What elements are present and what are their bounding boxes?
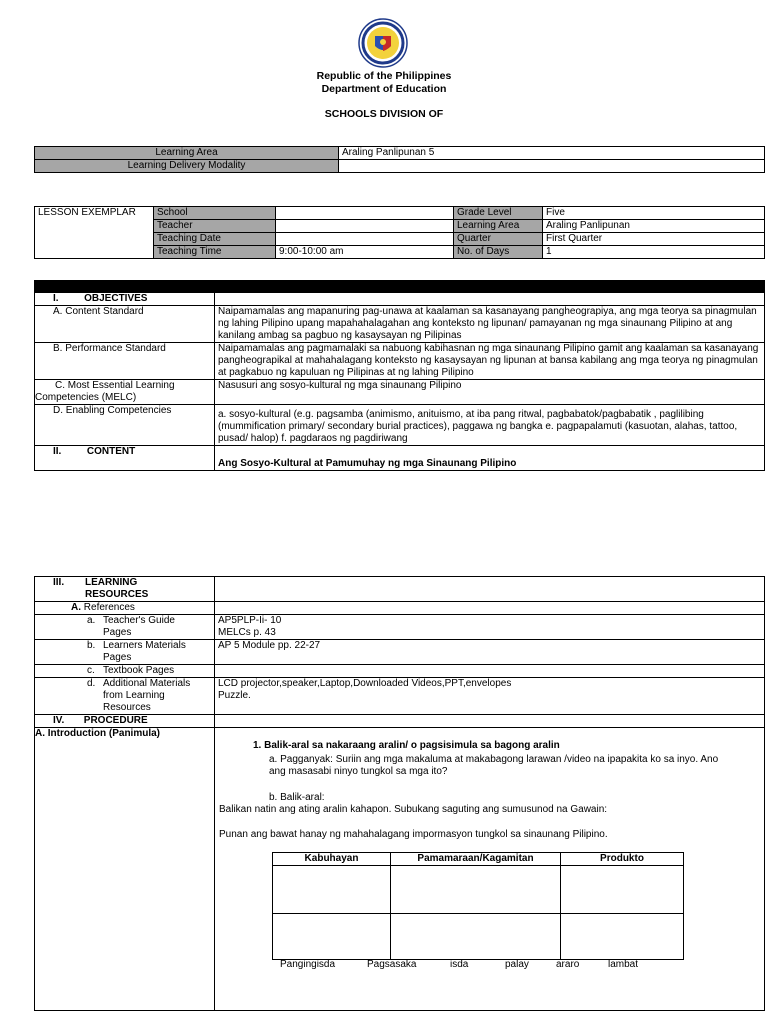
produkto-cell-2[interactable] xyxy=(561,914,684,960)
resources-table xyxy=(34,576,765,1011)
word-pangingisda: Pangingisda xyxy=(280,959,336,970)
no-of-days-value: 1 xyxy=(543,246,765,259)
lesson-info-table xyxy=(34,206,765,259)
textbook-pages-text: Textbook Pages xyxy=(103,665,175,676)
teachers-guide-letter: a. xyxy=(87,615,96,626)
content-num: II. xyxy=(53,446,62,457)
teachers-guide-value-line-1: AP5PLP-Ii- 10 xyxy=(218,615,282,626)
introduction-content xyxy=(215,728,765,1011)
word-pagsasaka: Pagsasaka xyxy=(367,959,417,970)
additional-materials-line-2: Puzzle. xyxy=(218,690,251,701)
modality-label: Learning Delivery Modality xyxy=(35,160,339,173)
item-1b-balik-aral: b. Balik-aral: xyxy=(269,792,325,803)
teacher-value xyxy=(276,220,454,233)
pamamaraan-cell-1[interactable] xyxy=(391,866,561,914)
content-standard-text: Naipamamalas ang mapanuring pag-unawa at kaalaman sa kasanayang pangheograpiya, ang mga teorya sa pinagmulan ng lahing Pilipino upang mapahahalagahan ang konteksto ng lipunan/ pamayanan ng mga sinaunang Pilipino at ang kanilang ambag sa pagbuo ng kasaysayan ng Pilipinas xyxy=(215,306,765,343)
deped-seal-logo xyxy=(358,18,408,68)
quarter-label: Quarter xyxy=(454,233,543,246)
black-header-bar xyxy=(35,281,765,293)
procedure-title: PROCEDURE xyxy=(83,715,148,726)
textbook-pages-letter: c. xyxy=(87,665,95,676)
teachers-guide-label xyxy=(35,615,215,640)
content-title: CONTENT xyxy=(86,446,136,457)
additional-materials-text: Additional Materials from Learning Resources xyxy=(103,678,191,713)
additional-materials-label xyxy=(35,678,215,715)
additional-materials-letter: d. xyxy=(87,678,96,689)
performance-standard-text: Naipamamalas ang pagmamalaki sa nabuong kabihasnan ng mga sinaunang Pilipino gamit ang kaalaman sa kasanayang pangheograpikal at mahahalagang konteksto ng kasaysayan ng lipunan at bansa kabilang ang mga teorya ng pinagmulan at pagkabuo ng kapuluan ng Pilipinas at ng lahing Pilipino xyxy=(215,343,765,380)
objectives-num: I. xyxy=(53,293,59,304)
grade-level-value: Five xyxy=(543,207,765,220)
word-palay: palay xyxy=(505,959,529,970)
learning-area-label-2: Learning Area xyxy=(454,220,543,233)
objectives-heading xyxy=(35,293,215,306)
quarter-value: First Quarter xyxy=(543,233,765,246)
procedure-num: IV. xyxy=(53,715,65,726)
learning-area-label: Learning Area xyxy=(35,147,339,160)
references-letter: A. xyxy=(71,602,81,613)
modality-value xyxy=(339,160,765,173)
content-heading xyxy=(35,446,215,471)
teaching-time-value: 9:00-10:00 am xyxy=(276,246,454,259)
references-label xyxy=(35,602,215,615)
additional-materials-line-1: LCD projector,speaker,Laptop,Downloaded Videos,PPT,envelopes xyxy=(218,678,512,689)
no-of-days-label: No. of Days xyxy=(454,246,543,259)
kabuhayan-cell-1[interactable] xyxy=(273,866,391,914)
learners-materials-letter: b. xyxy=(87,640,96,651)
learning-area-value: Araling Panlipunan 5 xyxy=(339,147,765,160)
teaching-date-value xyxy=(276,233,454,246)
word-araro: araro xyxy=(556,959,580,970)
procedure-heading xyxy=(35,715,215,728)
references-text: References xyxy=(83,602,135,613)
lesson-exemplar-title: LESSON EXEMPLAR xyxy=(35,207,154,259)
content-text: Ang Sosyo-Kultural at Pamumuhay ng mga Sinaunang Pilipino xyxy=(215,446,765,471)
melc-label: C. Most Essential Learning Competencies (MELC) xyxy=(35,380,215,405)
textbook-pages-value xyxy=(215,665,765,678)
procedure-empty xyxy=(215,715,765,728)
teacher-label: Teacher xyxy=(154,220,276,233)
header-department: Department of Education xyxy=(321,83,447,95)
teaching-time-label: Teaching Time xyxy=(154,246,276,259)
item-1a-pagganyak: a. Pagganyak: Suriin ang mga makaluma at makabagong larawan /video na ipapakita ko sa inyo. Ano ang masasabi ninyo tungkol sa mga ito? xyxy=(269,754,719,777)
content-standard-label: A. Content Standard xyxy=(35,306,215,343)
textbook-pages-label xyxy=(35,665,215,678)
header-division: SCHOOLS DIVISION OF xyxy=(324,108,444,120)
word-isda: isda xyxy=(450,959,469,970)
word-lambat: lambat xyxy=(608,959,639,970)
learning-area-table xyxy=(34,146,765,173)
kabuhayan-header: Kabuhayan xyxy=(273,853,391,866)
enabling-text: a. sosyo-kultural (e.g. pagsamba (animismo, anituismo, at iba pang ritwal, pagbabatok/pagbabatik , paglilibing (mummification primary/ secondary burial practices), paggawa ng bangka e. pagpapalamuti (kasuotan, alahas, tattoo, pusad/ halop) f. pagdaraos ng pagdiriwang xyxy=(215,405,765,446)
balikan-text: Balikan natin ang ating aralin kahapon. Subukang saguting ang sumusunod na Gawain: xyxy=(219,804,608,815)
school-value xyxy=(276,207,454,220)
pamamaraan-cell-2[interactable] xyxy=(391,914,561,960)
learners-materials-value: AP 5 Module pp. 22-27 xyxy=(215,640,765,665)
pamamaraan-header: Pamamaraan/Kagamitan xyxy=(391,853,561,866)
learners-materials-label xyxy=(35,640,215,665)
references-empty xyxy=(215,602,765,615)
resources-empty xyxy=(215,577,765,602)
resources-num: III. xyxy=(53,577,65,588)
teachers-guide-text: Teacher's Guide Pages xyxy=(103,615,175,638)
resources-title: LEARNING RESOURCES xyxy=(85,577,149,600)
grade-level-label: Grade Level xyxy=(454,207,543,220)
kabuhayan-cell-2[interactable] xyxy=(273,914,391,960)
teaching-date-label: Teaching Date xyxy=(154,233,276,246)
enabling-label: D. Enabling Competencies xyxy=(35,405,215,446)
teachers-guide-value xyxy=(215,615,765,640)
kabuhayan-table xyxy=(272,852,684,960)
produkto-header: Produkto xyxy=(561,853,684,866)
item-1-balik-aral: 1. Balik-aral sa nakaraang aralin/ o pagsisimula sa bagong aralin xyxy=(253,740,560,751)
melc-text: Nasusuri ang sosyo-kultural ng mga sinaunang Pilipino xyxy=(215,380,765,405)
punan-text: Punan ang bawat hanay ng mahahalagang impormasyon tungkol sa sinaunang Pilipino. xyxy=(219,829,608,840)
learners-materials-text: Learners Materials Pages xyxy=(103,640,186,663)
objectives-title: OBJECTIVES xyxy=(84,293,148,304)
introduction-label: A. Introduction (Panimula) xyxy=(35,728,215,1011)
teachers-guide-value-line-2: MELCs p. 43 xyxy=(218,627,276,638)
performance-standard-label: B. Performance Standard xyxy=(35,343,215,380)
school-label: School xyxy=(154,207,276,220)
objectives-empty xyxy=(215,293,765,306)
header-republic: Republic of the Philippines xyxy=(316,70,452,82)
resources-heading xyxy=(35,577,215,602)
produkto-cell-1[interactable] xyxy=(561,866,684,914)
additional-materials-value xyxy=(215,678,765,715)
learning-area-value-2: Araling Panlipunan xyxy=(543,220,765,233)
objectives-table xyxy=(34,280,765,471)
